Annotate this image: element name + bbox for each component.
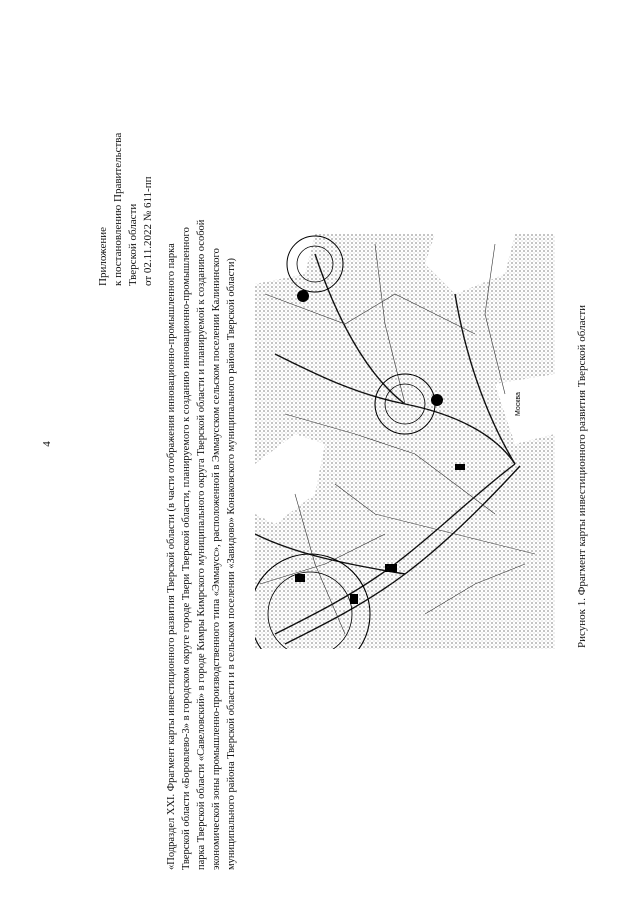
body-line: муниципального района Тверской области и в сельском поселении «Завидово» Конаковского муниципального района Тверской области) [226,258,237,870]
page-number: 4 [40,441,53,447]
body-line: Тверской области «Боровлево-3» в городском округе городе Твери Тверской области, планируемого к созданию инновационно-промышленного [181,227,192,870]
zone-marker [297,290,309,302]
body-line: экономической зоны промышленно-производственного типа «Эммаусс», расположенной в Эммаусском сельском поселении Калининского [211,248,222,870]
section-description [164,10,239,870]
investment-map [255,234,555,649]
appendix-header [96,56,156,286]
body-line: «Подраздел XXI. Фрагмент карты инвестиционного развития Тверской области (в части отображения инновационно-промышленного парка [166,243,177,870]
appendix-line: Тверской области [127,203,139,286]
map-label-moscow: Москва [515,392,522,416]
body-line: парка Тверской области «Савеловский» в городе Кимры Кимрского муниципального округа Тверской области и планируемой к созданию особой [196,219,207,870]
appendix-line: Приложение [97,226,109,286]
zone-marker [431,394,443,406]
figure-caption: Рисунок 1. Фрагмент карты инвестиционного развития Тверской области [576,304,588,648]
appendix-line: к постановлению Правительства [112,132,124,286]
appendix-line: от 02.11.2022 № 611-пп [142,176,154,286]
